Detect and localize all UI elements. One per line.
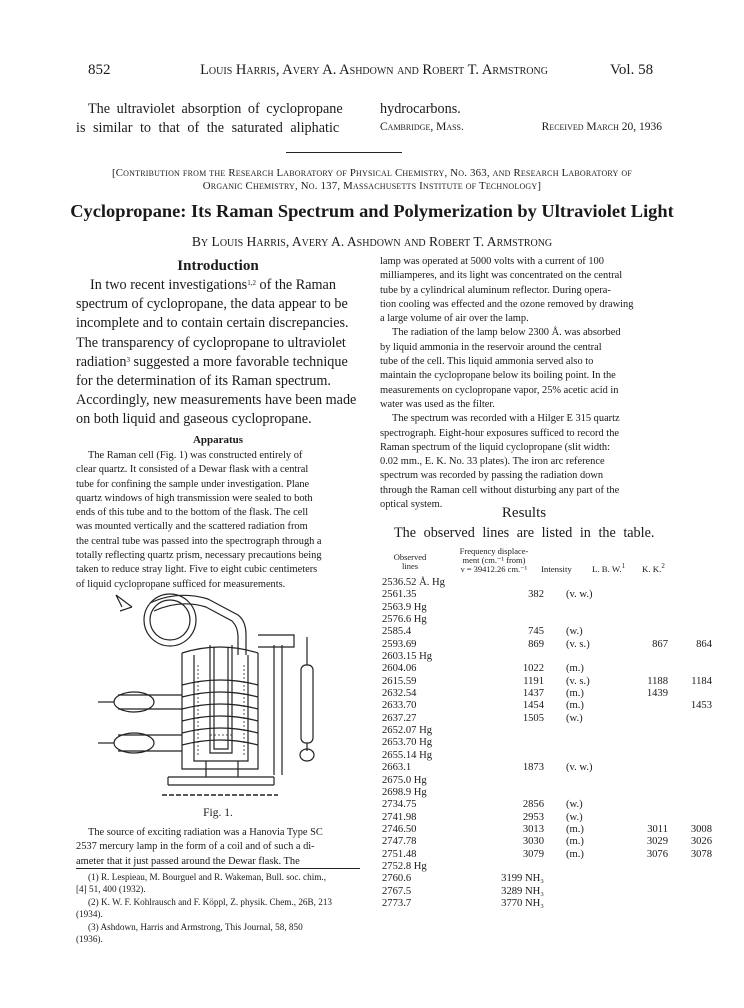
table-cell: 2752.8 Hg — [382, 860, 427, 872]
table-cell — [626, 614, 668, 626]
table-cell: 3008 — [690, 823, 712, 835]
table-cell: 1437 — [522, 688, 544, 700]
table-cell: 3770 NH₃ — [501, 897, 544, 909]
raman-lines-table — [382, 577, 712, 910]
table-cell: 2663.1 — [382, 762, 412, 774]
table-row — [382, 577, 712, 589]
table-cell — [626, 775, 668, 787]
table-cell: (m.) — [566, 848, 584, 860]
table-cell: 2633.70 — [382, 700, 417, 712]
prev-article-line-1-right: hydrocarbons. — [380, 101, 461, 117]
table-cell: 2653.70 Hg — [382, 737, 433, 749]
table-cell: (m.) — [566, 823, 584, 835]
table-cell — [668, 589, 712, 601]
table-row — [382, 762, 712, 774]
contribution-note: [Contribution from the Research Laboratory of Physical Chemistry, No. 363, and Research Laboratory of Organic Chemistry, No. 137, Massachusetts Institute of Technology] — [111, 167, 633, 192]
table-cell — [668, 713, 712, 725]
table-cell: (m.) — [566, 836, 584, 848]
table-row — [382, 639, 712, 651]
table-cell — [668, 799, 712, 811]
table-row — [382, 824, 712, 836]
table-cell — [668, 688, 712, 700]
byline: By Louis Harris, Avery A. Ashdown and Robert T. Armstrong — [191, 234, 553, 249]
footnote-rule — [76, 868, 360, 869]
table-cell: 2652.07 Hg — [382, 725, 433, 737]
table-cell: 1188 — [647, 675, 668, 687]
table-cell — [668, 812, 712, 824]
table-cell: 1439 — [646, 688, 668, 700]
table-cell — [668, 775, 712, 787]
table-cell — [566, 614, 626, 626]
lamp-paragraph: lamp was operated at 5000 volts with a current of 100 milliamperes, and its light was concentrated on the central tube by a cylindrical aluminum reflector. During opera- tion cooling was effected and the ozone removed by drawing a large volume of air over the lamp. The radiation of the lamp below 2300 Å. was absorbed by liquid ammonia in the reservoir around the central tube of the cell. This liquid ammonia served also to maintain the cyclopropane below its boiling point. In the measurements on cyclopropane vapor, 25% acetic acid in water was used as the filter. The spectrum was recorded with a Hilger E 315 quartz spectrograph. Eight-hour exposures sufficed to record the Raman spectrum of the liquid cyclopropane (slit width: 0.02 mm., E. K. No. 33 plates). The iron arc reference spectrum was recorded by passing the radiation down through the Raman cell without disturbing any part of the optical system. — [380, 256, 634, 511]
table-cell: 2585.4 — [382, 626, 412, 638]
table-cell — [668, 626, 712, 638]
apparatus-paragraph: The Raman cell (Fig. 1) was constructed entirely of clear quartz. It consisted of a Dewar flask with a central tube for confining the sample under investigation. Plane quartz windows of high transmission were sealed to both ends of this tube and to the bottom of the flask. The cell was mounted vertically and the scattered radiation from the central tube was passed into the spectrograph through a totally reflecting quartz prism, necessary precautions being taken to reduce stray light. Five to eight cubic centimeters of liquid cyclopropane sufficed for measurements. — [76, 450, 322, 590]
table-cell — [566, 861, 626, 873]
table-cell — [456, 737, 566, 749]
table-cell: (w.) — [566, 626, 583, 638]
prev-article-line-1: The ultraviolet absorption of cyclopropane — [88, 101, 343, 117]
table-cell — [456, 602, 566, 614]
table-cell — [668, 602, 712, 614]
table-cell — [626, 812, 668, 824]
table-cell — [626, 725, 668, 737]
table-cell — [626, 577, 668, 589]
table-cell: (w.) — [566, 799, 583, 811]
table-row — [382, 700, 712, 712]
table-cell: 3199 NH₃ — [501, 873, 544, 885]
table-cell: 2561.35 — [382, 589, 417, 601]
table-cell — [668, 898, 712, 910]
results-text: The observed lines are listed in the table. — [394, 525, 655, 541]
table-cell: 2615.59 — [382, 675, 417, 687]
footnotes: (1) R. Lespieau, M. Bourguel and R. Wakeman, Bull. soc. chim., [4] 51, 400 (1932). (2) K. W. F. Kohlrausch and F. Köppl, Z. physik. Chem., 26B, 213 (1934). (3) Ashdown, Harris and Armstrong, This Journal, 58, 850 (1936). — [76, 872, 333, 945]
table-cell: (v. w.) — [566, 762, 593, 774]
table-cell — [456, 775, 566, 787]
table-cell — [626, 886, 668, 898]
table-cell — [456, 787, 566, 799]
article-title: Cyclopropane: Its Raman Spectrum and Polymerization by Ultraviolet Light — [70, 201, 674, 221]
table-cell: (v. w.) — [566, 589, 593, 601]
table-row — [382, 725, 712, 737]
table-cell: 2773.7 — [382, 897, 412, 909]
table-cell: 2856 — [522, 799, 544, 811]
table-cell — [566, 750, 626, 762]
table-cell: 1873 — [522, 762, 544, 774]
table-row — [382, 602, 712, 614]
table-cell — [626, 762, 668, 774]
raman-cell-figure — [98, 585, 348, 807]
table-cell: 2604.06 — [382, 663, 417, 675]
table-cell — [456, 577, 566, 589]
table-cell: 3011 — [647, 823, 668, 835]
table-cell: (m.) — [566, 663, 584, 675]
table-cell — [668, 886, 712, 898]
apparatus-heading: Apparatus — [192, 434, 244, 446]
section-divider — [286, 152, 402, 153]
table-cell — [456, 750, 566, 762]
table-row — [382, 849, 712, 861]
page-number: 852 — [88, 62, 111, 78]
table-cell: 2747.78 — [382, 836, 417, 848]
table-cell: 869 — [528, 638, 544, 650]
table-cell — [626, 602, 668, 614]
table-cell: 2734.75 — [382, 799, 417, 811]
table-cell: (m.) — [566, 688, 584, 700]
table-cell: 3026 — [690, 836, 712, 848]
table-row — [382, 737, 712, 749]
running-head: Louis Harris, Avery A. Ashdown and Robert T. Armstrong — [200, 62, 548, 78]
table-cell — [668, 737, 712, 749]
table-cell: 1191 — [523, 675, 544, 687]
table-cell — [626, 651, 668, 663]
table-cell: 2655.14 Hg — [382, 749, 433, 761]
table-cell — [566, 775, 626, 787]
table-cell: 2751.48 — [382, 848, 417, 860]
table-cell: 2760.6 — [382, 873, 412, 885]
table-cell: 382 — [528, 589, 544, 601]
table-cell: 2593.69 — [382, 638, 417, 650]
table-cell: 3013 — [522, 823, 544, 835]
table-row — [382, 713, 712, 725]
table-cell — [668, 614, 712, 626]
table-cell — [668, 663, 712, 675]
col-header-kk: K. K.$^2$ — [642, 562, 665, 574]
table-cell: 3078 — [690, 848, 712, 860]
table-cell — [456, 614, 566, 626]
table-cell — [566, 577, 626, 589]
table-cell — [668, 787, 712, 799]
volume-label: Vol. 58 — [610, 62, 654, 78]
col-header-observed: Observed lines — [393, 552, 427, 571]
intro-heading: Introduction — [177, 258, 259, 274]
table-cell — [456, 861, 566, 873]
table-cell: (m.) — [566, 700, 584, 712]
table-cell — [668, 873, 712, 885]
table-cell — [668, 762, 712, 774]
table-cell — [626, 663, 668, 675]
table-cell: 2741.98 — [382, 811, 417, 823]
table-cell: 3076 — [646, 848, 668, 860]
table-cell: 1022 — [522, 663, 544, 675]
table-row — [382, 676, 712, 688]
table-cell: 2536.52 Å. Hg — [382, 577, 445, 588]
table-row — [382, 589, 712, 601]
received-date: Received March 20, 1936 — [541, 121, 662, 133]
table-cell — [626, 873, 668, 885]
source-paragraph: The source of exciting radiation was a Hanovia Type SC 2537 mercury lamp in the form of a coil and of such a di- ameter that it just passed around the Dewar flask. The — [76, 827, 323, 867]
col-header-intensity: Intensity — [541, 564, 572, 574]
table-cell — [566, 787, 626, 799]
table-cell — [626, 700, 668, 712]
table-cell: 2746.50 — [382, 823, 417, 835]
table-cell: 2563.9 Hg — [382, 601, 427, 613]
table-cell: 864 — [696, 638, 712, 650]
table-cell: (v. s.) — [566, 675, 590, 687]
table-row — [382, 775, 712, 787]
table-cell — [456, 725, 566, 737]
table-row — [382, 626, 712, 638]
table-cell — [626, 737, 668, 749]
table-cell — [566, 873, 626, 885]
table-cell: 2632.54 — [382, 688, 417, 700]
table-cell: 1505 — [522, 712, 544, 724]
table-cell: 3030 — [522, 836, 544, 848]
table-cell — [626, 713, 668, 725]
results-heading: Results — [501, 505, 547, 521]
table-cell — [566, 886, 626, 898]
table-row — [382, 812, 712, 824]
table-cell — [626, 787, 668, 799]
table-cell: (w.) — [566, 712, 583, 724]
figure-caption: Fig. 1. — [203, 807, 233, 819]
table-cell: 867 — [652, 638, 668, 650]
table-row — [382, 886, 712, 898]
table-row — [382, 614, 712, 626]
table-row — [382, 799, 712, 811]
table-row — [382, 651, 712, 663]
table-cell — [668, 651, 712, 663]
table-cell: 745 — [528, 626, 544, 638]
table-row — [382, 688, 712, 700]
table-cell — [626, 799, 668, 811]
table-cell — [566, 602, 626, 614]
table-cell: 1453 — [690, 700, 712, 712]
table-row — [382, 663, 712, 675]
table-cell — [668, 577, 712, 589]
table-cell — [626, 898, 668, 910]
table-cell — [668, 725, 712, 737]
table-cell: 1184 — [691, 675, 712, 687]
table-cell — [668, 861, 712, 873]
table-cell: 2576.6 Hg — [382, 614, 427, 626]
table-cell: 2637.27 — [382, 712, 417, 724]
table-cell — [668, 750, 712, 762]
table-cell — [626, 750, 668, 762]
table-cell: 2767.5 — [382, 885, 412, 897]
table-row — [382, 836, 712, 848]
table-cell — [626, 589, 668, 601]
table-cell: 3289 NH₃ — [501, 885, 544, 897]
table-cell: 3079 — [522, 848, 544, 860]
table-cell: 3029 — [646, 836, 668, 848]
table-cell — [566, 898, 626, 910]
table-cell: 1454 — [522, 700, 544, 712]
table-cell: (w.) — [566, 811, 583, 823]
table-cell — [566, 651, 626, 663]
table-cell: (v. s.) — [566, 638, 590, 650]
table-cell — [626, 626, 668, 638]
table-row — [382, 861, 712, 873]
intro-paragraph: In two recent investigations$^{1,2}$ of the Raman spectrum of cyclopropane, the data appear to be incomplete and to contain certain discrepancies. The transparency of cyclopropane to ultraviolet radiation$^3$ suggested a more favorable technique for the determination of its Raman spectrum. Accordingly, new measurements have been made on both liquid and gaseous cyclopropane. — [76, 277, 357, 428]
table-cell: 2675.0 Hg — [382, 774, 427, 786]
prev-article-line-2: is similar to that of the saturated aliphatic — [76, 120, 340, 136]
table-cell: 2953 — [522, 811, 544, 823]
location: Cambridge, Mass. — [380, 121, 464, 133]
col-header-frequency: Frequency displace- ment (cm.⁻¹ from) ν = 39412.26 cm.⁻¹ — [459, 546, 529, 574]
table-cell: 2698.9 Hg — [382, 786, 427, 798]
table-cell: 2603.15 Hg — [382, 651, 433, 663]
table-cell — [566, 725, 626, 737]
table-cell — [626, 861, 668, 873]
table-cell — [456, 651, 566, 663]
table-row — [382, 898, 712, 910]
table-row — [382, 787, 712, 799]
table-row — [382, 750, 712, 762]
col-header-lbw: L. B. W.$^1$ — [592, 562, 626, 574]
table-row — [382, 873, 712, 885]
table-cell — [566, 737, 626, 749]
